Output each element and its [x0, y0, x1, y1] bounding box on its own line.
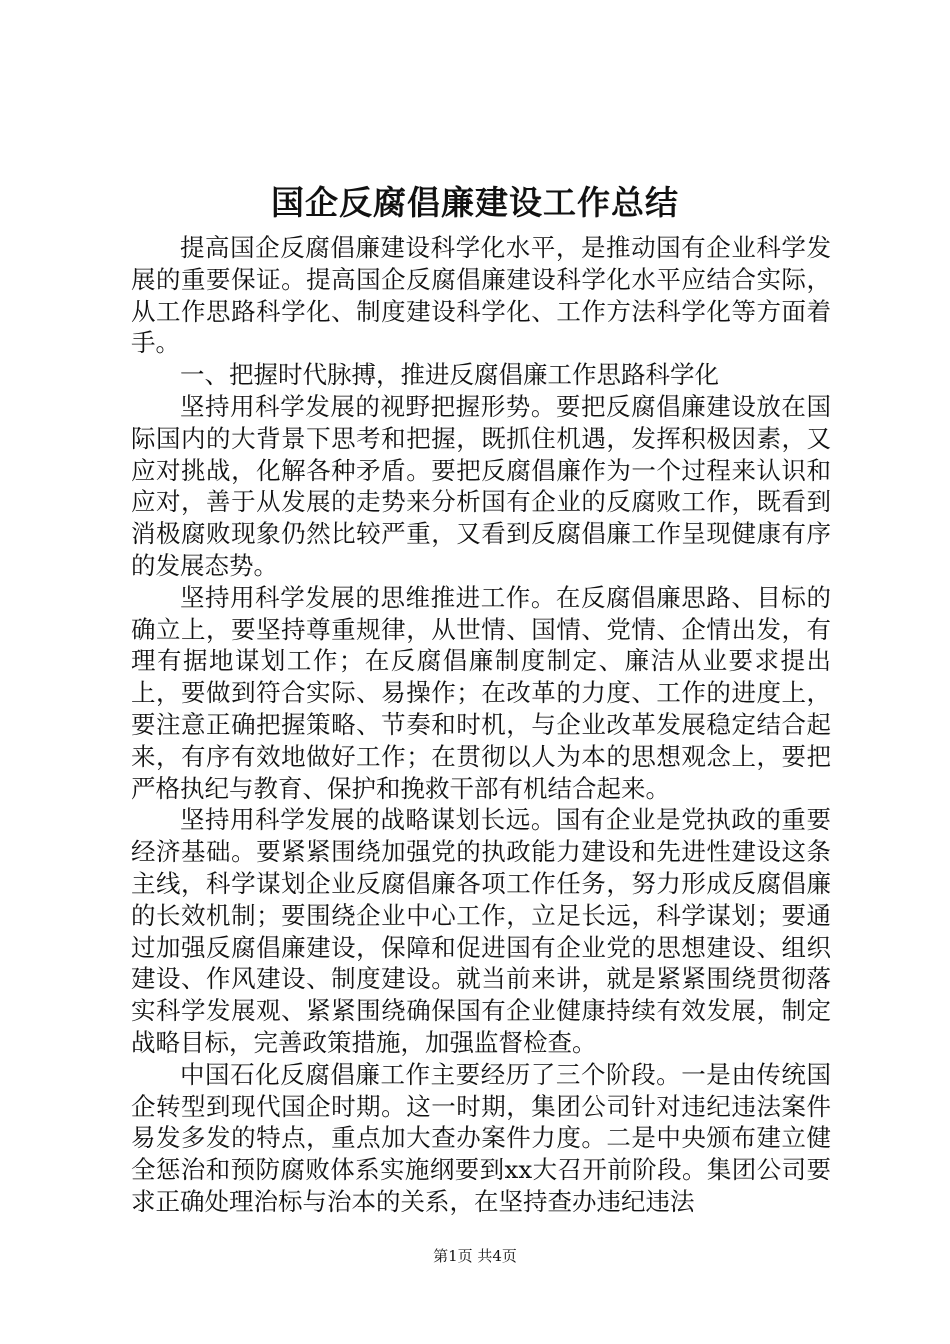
paragraph-vision: 坚持用科学发展的视野把握形势。要把反腐倡廉建设放在国际国内的大背景下思考和把握，既抓住机遇，发挥积极因素，又应对挑战，化解各种矛盾。要把反腐倡廉作为一个过程来认识和应对，善于从发展的走势来分析国有企业的反腐败工作，既看到消极腐败现象仍然比较严重，又看到反腐倡廉工作呈现健康有序的发展态势。 [131, 391, 831, 580]
page-number-footer: 第1页 共4页 [433, 1247, 517, 1265]
paragraph-intro: 提高国企反腐倡廉建设科学化水平，是推动国有企业科学发展的重要保证。提高国企反腐倡廉建设科学化水平应结合实际，从工作思路科学化、制度建设科学化、工作方法科学化等方面着手。 [131, 233, 831, 358]
paragraph-history: 中国石化反腐倡廉工作主要经历了三个阶段。一是由传统国企转型到现代国企时期。这一时期，集团公司针对违纪违法案件易发多发的特点，重点加大查办案件力度。二是中央颁布建立健全惩治和预防腐败体系实施纲要到xx大召开前阶段。集团公司要求正确处理治标与治本的关系，在坚持查办违纪违法 [131, 1059, 831, 1216]
paragraph-thinking: 坚持用科学发展的思维推进工作。在反腐倡廉思路、目标的确立上，要坚持尊重规律，从世情、国情、党情、企情出发，有理有据地谋划工作；在反腐倡廉制度制定、廉洁从业要求提出上，要做到符合实际、易操作；在改革的力度、工作的进度上，要注意正确把握策略、节奏和时机，与企业改革发展稳定结合起来，有序有效地做好工作；在贯彻以人为本的思想观念上，要把严格执纪与教育、保护和挽救干部有机结合起来。 [131, 582, 831, 803]
document-title: 国企反腐倡廉建设工作总结 [271, 183, 679, 222]
section-heading: 一、把握时代脉搏，推进反腐倡廉工作思路科学化 [180, 360, 719, 390]
document-body [131, 232, 831, 1218]
paragraph-strategy: 坚持用科学发展的战略谋划长远。国有企业是党执政的重要经济基础。要紧紧围绕加强党的执政能力建设和先进性建设这条主线，科学谋划企业反腐倡廉各项工作任务，努力形成反腐倡廉的长效机制；要围绕企业中心工作，立足长远，科学谋划；要通过加强反腐倡廉建设，保障和促进国有企业党的思想建设、组织建设、作风建设、制度建设。就当前来讲，就是紧紧围绕贯彻落实科学发展观、紧紧围绕确保国有企业健康持续有效发展，制定战略目标，完善政策措施，加强监督检查。 [131, 805, 831, 1057]
